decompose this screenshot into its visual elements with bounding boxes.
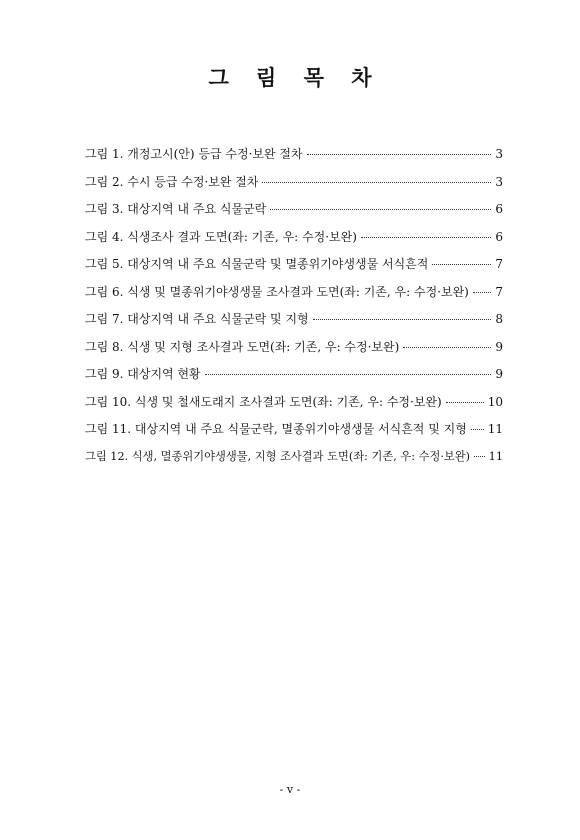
- toc-entry-label: 그림 8. 식생 및 지형 조사결과 도면(좌: 기존, 우: 수정·보완): [85, 339, 400, 354]
- toc-entry-page-number: 7: [495, 257, 503, 271]
- toc-dot-leader: [474, 456, 485, 457]
- toc-dot-leader: [313, 319, 491, 320]
- toc-entry-label: 그림 6. 식생 및 멸종위기야생생물 조사결과 도면(좌: 기존, 우: 수정·보완): [85, 284, 469, 299]
- toc-entry-label: 그림 11. 대상지역 내 주요 식물군락, 멸종위기야생생물 서식흔적 및 지형: [85, 422, 467, 436]
- toc-entry[interactable]: [85, 393, 503, 421]
- toc-entry[interactable]: [85, 145, 503, 173]
- toc-entry[interactable]: [85, 420, 503, 448]
- toc-dot-leader: [473, 292, 491, 293]
- toc-entry-page-number: 11: [487, 422, 503, 436]
- toc-entry[interactable]: [85, 228, 503, 256]
- toc-entry-label: 그림 1. 개정고시(안) 등급 수정·보완 절차: [85, 147, 303, 161]
- toc-entry-label: 그림 12. 식생, 멸종위기야생생물, 지형 조사결과 도면(좌: 기존, 우: 수정·보완): [85, 449, 471, 463]
- toc-entry-label: 그림 10. 식생 및 철새도래지 조사결과 도면(좌: 기존, 우: 수정·보완): [85, 394, 442, 409]
- toc-entry-label: 그림 9. 대상지역 현황: [85, 367, 201, 381]
- toc-entry-label: 그림 4. 식생조사 결과 도면(좌: 기존, 우: 수정·보완): [85, 229, 357, 244]
- toc-entry[interactable]: [85, 173, 503, 201]
- toc-dot-leader: [205, 374, 491, 375]
- toc-entry-page-number: 10: [487, 394, 503, 409]
- toc-dot-leader: [432, 264, 491, 265]
- toc-dot-leader: [471, 429, 484, 430]
- toc-entry-page-number: 6: [495, 229, 503, 244]
- figure-table-of-contents: [85, 145, 503, 475]
- toc-dot-leader: [307, 154, 491, 155]
- toc-entry[interactable]: [85, 283, 503, 311]
- toc-entry-page-number: 6: [495, 202, 503, 216]
- toc-entry-page-number: 7: [495, 284, 503, 299]
- toc-entry-page-number: 9: [495, 367, 503, 381]
- toc-dot-leader: [262, 182, 491, 183]
- toc-entry-page-number: 9: [495, 339, 503, 354]
- toc-entry[interactable]: [85, 365, 503, 393]
- toc-entry[interactable]: [85, 200, 503, 228]
- toc-entry[interactable]: [85, 255, 503, 283]
- toc-entry-page-number: 11: [488, 449, 503, 463]
- toc-entry-page-number: 3: [495, 147, 503, 161]
- toc-entry-label: 그림 3. 대상지역 내 주요 식물군락: [85, 202, 267, 216]
- toc-dot-leader: [361, 237, 491, 238]
- page-title: 그 림 목 차: [208, 65, 382, 90]
- toc-entry-label: 그림 7. 대상지역 내 주요 식물군락 및 지형: [85, 312, 309, 326]
- toc-entry-label: 그림 5. 대상지역 내 주요 식물군락 및 멸종위기야생생물 서식흔적: [85, 257, 429, 271]
- toc-dot-leader: [446, 402, 484, 403]
- toc-dot-leader: [403, 347, 491, 348]
- toc-entry[interactable]: [85, 310, 503, 338]
- toc-entry-label: 그림 2. 수시 등급 수정·보완 절차: [85, 174, 259, 189]
- toc-entry-page-number: 3: [495, 174, 503, 189]
- toc-entry[interactable]: [85, 338, 503, 366]
- toc-entry-page-number: 8: [495, 312, 503, 326]
- page-number-footer: - v -: [279, 783, 301, 796]
- toc-entry[interactable]: [85, 448, 503, 476]
- toc-dot-leader: [270, 209, 491, 210]
